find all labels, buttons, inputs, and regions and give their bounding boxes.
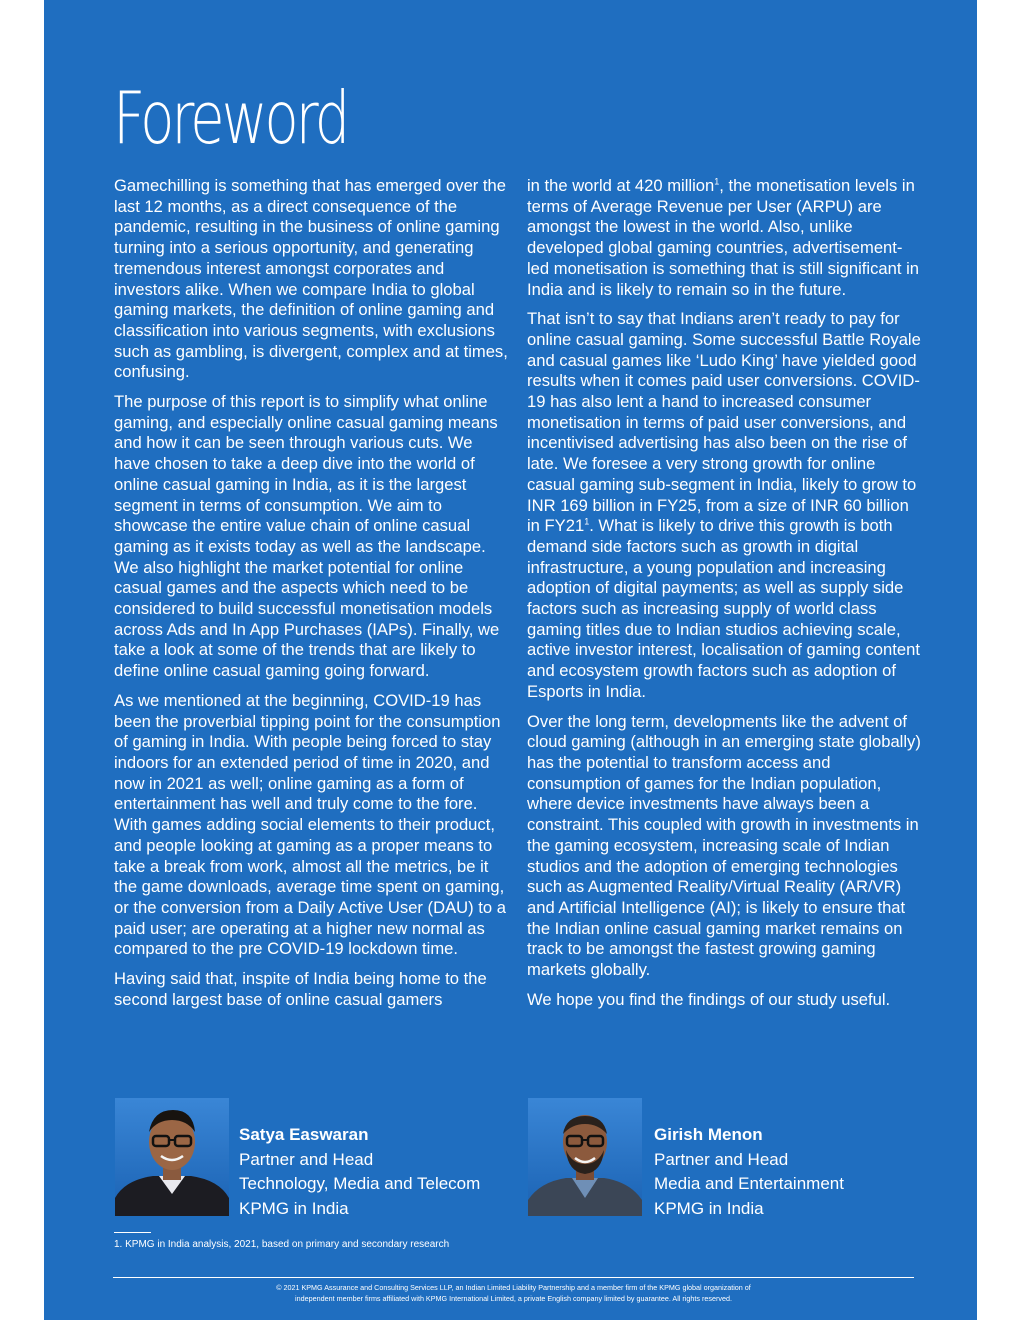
signatory-name: Satya Easwaran bbox=[239, 1125, 369, 1144]
left-column bbox=[114, 176, 509, 1019]
signatory-organisation: KPMG in India bbox=[654, 1198, 764, 1218]
right-column bbox=[527, 176, 922, 1019]
footnote-divider bbox=[114, 1232, 151, 1233]
paragraph: That isn’t to say that Indians aren’t ready to pay for online casual gaming. Some successful Battle Royale and casual games like ‘Ludo King’ have yielded good results when it comes paid user conversions. COVID-19 has also lent a hand to increased consumer monetisation in terms of paid user conversions, and incentivised advertising has also been on the rise of late. We foresee a very strong growth for online casual gaming sub-segment in India, likely to grow to INR 169 billion in FY25, from a size of INR 60 billion in $FY21^1$. What is likely to drive this growth is both demand side factors such as growth in digital infrastructure, a young population and increasing adoption of digital payments; as well as supply side factors such as increasing supply of world class gaming titles due to Indian studios achieving scale, active investor interest, localisation of gaming content and ecosystem growth factors such as adoption of Esports in India. bbox=[527, 309, 921, 701]
paragraph: Having said that, inspite of India being home to the second largest base of online casual gamers bbox=[114, 969, 487, 1009]
paragraph: in the world at 420 million$^1$, the monetisation levels in terms of Average Revenue per User (ARPU) are amongst the lowest in the world. Also, unlike developed global gaming countries, advertisement-led monetisation is something that is still significant in India and is likely to remain so in the future. bbox=[527, 176, 919, 299]
footnote-ref[interactable]: 1 bbox=[714, 176, 720, 187]
copyright-line: © 2021 KPMG Assurance and Consulting Services LLP, an Indian Limited Liability Partnership and a member firm of the KPMG global organization of bbox=[276, 1283, 751, 1292]
signatory-organisation: KPMG in India bbox=[239, 1198, 349, 1218]
paragraph: Gamechilling is something that has emerged over the last 12 months, as a direct consequence of the pandemic, resulting in the business of online gaming turning into a serious opportunity, and generating tremendous interest amongst corporates and investors alike. When we compare India to global gaming markets, the definition of online gaming and classification into various segments, with exclusions such as gambling, is divergent, complex and at times, confusing. bbox=[114, 176, 508, 382]
paragraph: As we mentioned at the beginning, COVID-19 has been the proverbial tipping point for the consumption of gaming in India. With people being forced to stay indoors for an extended period of time in 2020, and now in 2021 as well; online gaming as a form of entertainment has well and truly come to the fore. With games adding social elements to their product, and people looking at gaming as a proper means to take a break from work, almost all the metrics, be it the game downloads, average time spent on gaming, or the conversion from a Daily Active User (DAU) to a paid user; are operating at a higher new normal as compared to the pre COVID-19 lockdown time. bbox=[114, 690, 506, 959]
page-title: Foreword bbox=[113, 76, 348, 160]
paragraph: We hope you find the findings of our study useful. bbox=[527, 989, 891, 1009]
signatory-department: Technology, Media and Telecom bbox=[239, 1174, 481, 1193]
signatory-info bbox=[654, 1123, 844, 1221]
copyright-line: independent member firms affiliated with KPMG International Limited, a private English company limited by guarantee. All rights reserved. bbox=[295, 1293, 732, 1303]
portrait-photo bbox=[528, 1098, 642, 1216]
person-portrait-icon bbox=[115, 1098, 229, 1216]
portrait-photo bbox=[115, 1098, 229, 1216]
paragraph: Over the long term, developments like the advent of cloud gaming (although in an emerging state globally) has the potential to transform access and consumption of games for the Indian population, where device investments have always been a constraint. This coupled with growth in investments in the gaming ecosystem, increasing scale of Indian studios and the adoption of emerging technologies such as Augmented Reality/Virtual Reality (AR/VR) and Artificial Intelligence (AI); is likely to ensure that the Indian online casual gaming market remains on track to be amongst the fastest growing gaming markets globally. bbox=[527, 711, 921, 980]
signatory-department: Media and Entertainment bbox=[654, 1174, 844, 1193]
footnote-ref[interactable]: 1 bbox=[584, 516, 590, 527]
signatory-name: Girish Menon bbox=[654, 1125, 763, 1144]
signatory-info bbox=[239, 1123, 480, 1221]
signatory-role: Partner and Head bbox=[239, 1149, 374, 1169]
copyright-footer bbox=[113, 1283, 914, 1304]
footnote: 1. KPMG in India analysis, 2021, based on primary and secondary research bbox=[114, 1239, 450, 1250]
person-portrait-icon bbox=[528, 1098, 642, 1216]
signatory-role: Partner and Head bbox=[654, 1149, 789, 1169]
paragraph: The purpose of this report is to simplify what online gaming, and especially online casual gaming means and how it can be seen through various cuts. We have chosen to take a deep dive into the world of online casual gaming in India, as it is the largest segment in terms of consumption. We aim to showcase the entire value chain of online casual gaming as it exists today as well as the landscape. We also highlight the market potential for online casual games and the aspects which need to be considered to build successful monetisation models across Ads and In App Purchases (IAPs). Finally, we take a look at some of the trends that are likely to define online casual gaming going forward. bbox=[114, 392, 500, 681]
footer-divider bbox=[113, 1277, 914, 1278]
